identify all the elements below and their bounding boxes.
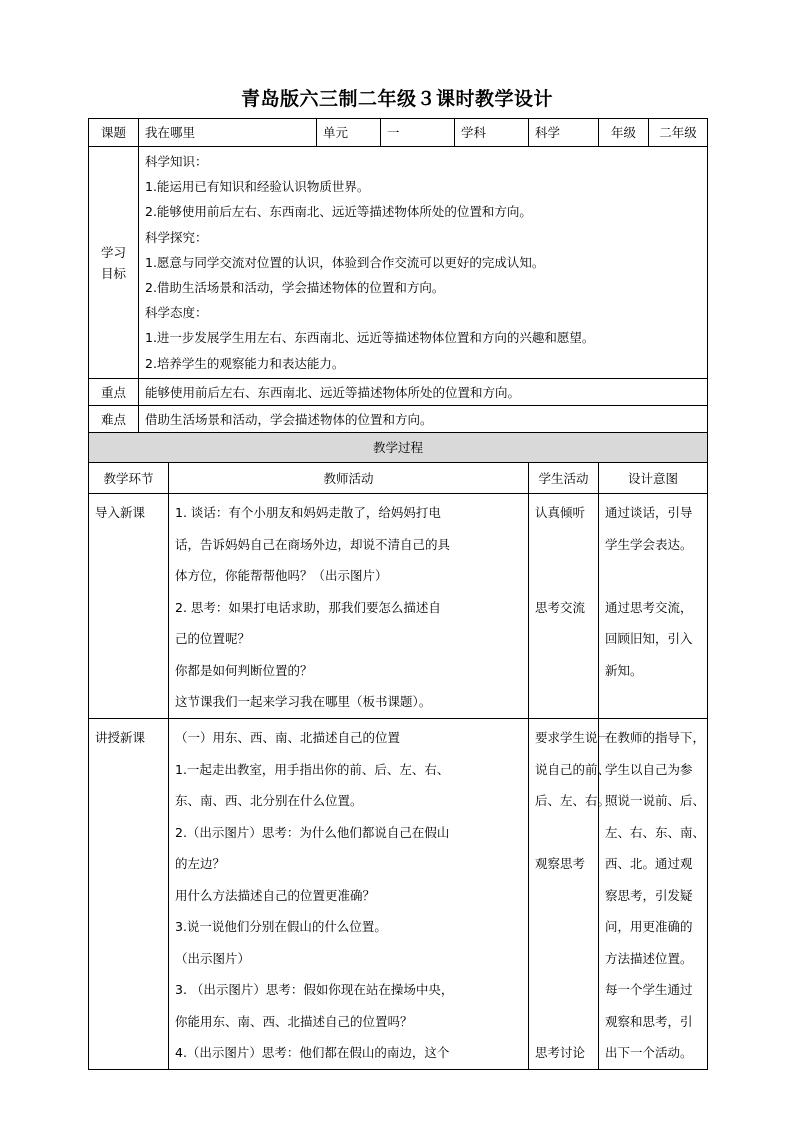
intent-line: 左、右、东、南、: [605, 824, 706, 840]
intent-line: 回顾旧知，引入: [605, 631, 693, 646]
student-line: 观察思考: [535, 856, 586, 871]
grade-value: 二年级: [649, 119, 708, 147]
goal-line: 1.愿意与同学交流对位置的认识，体验到合作交流可以更好的完成认知。: [145, 254, 545, 270]
student-line: 认真倾听: [535, 505, 586, 520]
goal-line: 科学态度：: [145, 305, 208, 321]
goal-line: 1.能运用已有知识和经验认识物质世界。: [145, 179, 370, 195]
intent-line: 问，用更准确的: [605, 919, 693, 934]
teacher-line: 体方位，你能帮帮他吗？（出示图片）: [175, 568, 388, 583]
intent-line: 学生以自己为参: [605, 761, 693, 777]
process-heading-row: [89, 433, 708, 463]
teacher-line: 己的位置呢？: [175, 631, 251, 646]
difficulty-value: 借助生活场景和活动，学会描述物体的位置和方向。: [139, 406, 708, 433]
col-teacher: 教师活动: [169, 463, 529, 494]
teacher-line: 1.一起走出教室，用手指出你的前、后、左、右、: [175, 761, 450, 777]
teacher-line: 1. 谈话：有个小朋友和妈妈走散了，给妈妈打电: [175, 505, 441, 520]
section-teach-student: [529, 719, 611, 1070]
teacher-line: 的左边？: [175, 856, 226, 871]
section-teach-row: [89, 719, 708, 1070]
section-intro-name: 导入新课: [89, 494, 169, 719]
unit-value: 一: [381, 119, 455, 147]
page-title: 青岛版六三制二年级３课时教学设计: [240, 88, 553, 110]
teacher-line: 2.（出示图片）思考：为什么他们都说自己在假山: [175, 824, 450, 840]
goals-row: [89, 147, 708, 379]
student-line: 后、左、右。: [535, 793, 611, 808]
intent-line: 方法描述位置。: [605, 950, 693, 966]
col-stage: 教学环节: [89, 463, 169, 494]
intent-line: 每一个学生通过: [605, 982, 693, 997]
teacher-line: 你能用东、南、西、北描述自己的位置吗？: [175, 1013, 413, 1029]
goal-line: 2.借助生活场景和活动，学会描述物体的位置和方向。: [145, 279, 445, 295]
teacher-line: 3.说一说他们分别在假山的什么位置。: [175, 919, 387, 934]
lesson-plan-table: [88, 118, 708, 1070]
intent-line: 照说一说前、后、: [605, 793, 706, 808]
student-line: 要求学生说一: [535, 730, 611, 745]
teacher-line: 这节课我们一起来学习我在哪里（板书课题）。: [175, 694, 432, 709]
goal-line: 科学探究：: [145, 229, 208, 245]
student-line: 思考讨论: [535, 1045, 586, 1060]
intent-line: 在教师的指导下，: [605, 730, 706, 745]
goal-line: 科学知识：: [145, 154, 208, 169]
teacher-line: 3. （出示图片）思考：假如你现在站在操场中央，: [175, 982, 454, 997]
process-heading: 教学过程: [89, 433, 708, 463]
intent-line: 西、北。通过观: [605, 856, 693, 871]
subject-label: 学科: [455, 119, 529, 147]
difficulty-label: 难点: [89, 406, 139, 433]
teacher-line: （出示图片）: [175, 950, 251, 966]
key-point-row: [89, 379, 708, 406]
section-teach-name: 讲授新课: [89, 719, 169, 1070]
difficulty-row: [89, 406, 708, 433]
teacher-line: 东、南、西、北分别在什么位置。: [175, 793, 363, 808]
teacher-line: 4.（出示图片）思考：他们都在假山的南边，这个: [175, 1045, 450, 1060]
grade-label: 年级: [599, 119, 649, 147]
key-point-label: 重点: [89, 379, 139, 406]
teacher-line: 2. 思考：如果打电话求助，那我们要怎么描述自: [175, 599, 441, 615]
course-value: 我在哪里: [139, 119, 317, 147]
intent-line: 通过思考交流，: [605, 599, 693, 615]
student-line: 说自己的前、: [535, 761, 611, 777]
goals-label: 学习 目标: [89, 147, 139, 379]
goal-line: 1.进一步发展学生用左右、东西南北、远近等描述物体位置和方向的兴趣和愿望。: [145, 330, 595, 346]
col-intent: 设计意图: [599, 463, 708, 494]
teacher-line: 用什么方法描述自己的位置更准确？: [175, 887, 376, 903]
intent-line: 察思考，引发疑: [605, 887, 693, 903]
key-point-value: 能够使用前后左右、东西南北、远近等描述物体所处的位置和方向。: [139, 379, 708, 406]
subject-value: 科学: [529, 119, 599, 147]
intent-line: 通过谈话，引导: [605, 505, 693, 520]
header-row: [89, 119, 708, 147]
process-columns-row: [89, 463, 708, 494]
goal-line: 2.能够使用前后左右、东西南北、远近等描述物体所处的位置和方向。: [145, 204, 532, 220]
section-teach-intent: [599, 719, 708, 1070]
teacher-line: 你都是如何判断位置的？: [175, 662, 313, 678]
section-intro-intent: [599, 494, 708, 719]
col-student: 学生活动: [529, 463, 599, 494]
unit-label: 单元: [317, 119, 381, 147]
section-intro-row: [89, 494, 708, 719]
intent-line: 观察和思考，引: [605, 1013, 693, 1029]
course-label: 课题: [89, 119, 139, 147]
goal-line: 2.培养学生的观察能力和表达能力。: [145, 355, 345, 371]
goals-content: [139, 147, 708, 379]
intent-line: 出下一个活动。: [605, 1045, 693, 1060]
section-intro-teacher: [169, 494, 529, 719]
teacher-line: （一）用东、西、南、北描述自己的位置: [175, 730, 401, 745]
section-teach-teacher: [169, 719, 529, 1070]
section-intro-student: [529, 494, 599, 719]
teacher-line: 话，告诉妈妈自己在商场外边，却说不清自己的具: [175, 536, 451, 552]
intent-line: 新知。: [605, 662, 643, 678]
student-line: 思考交流: [535, 599, 586, 615]
intent-line: 学生学会表达。: [605, 536, 693, 552]
